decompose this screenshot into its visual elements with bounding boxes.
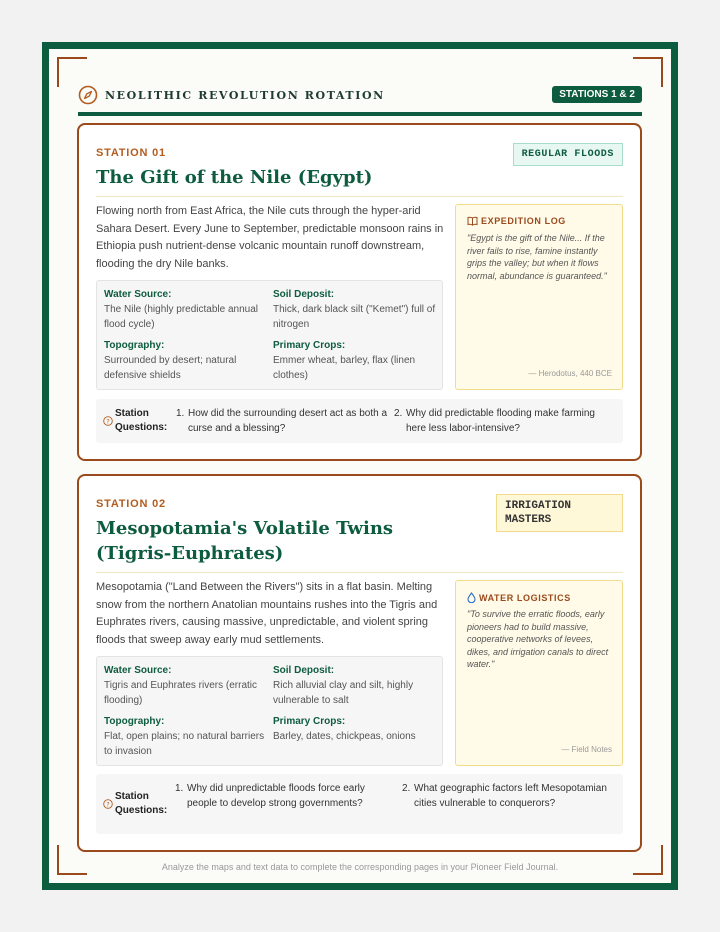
fact-water-source: Water Source: Tigris and Euphrates rivers (erratic flooding) [104,665,258,706]
page-frame [42,42,678,890]
station-card-1 [77,123,642,461]
worksheet-page [49,49,671,883]
log-heading: EXPEDITION LOG [467,216,566,226]
log-quote: "To survive the erratic floods, early pioneers had to build massive, cooperative networks of levees, dikes, and irrigation canals to direct water." [467,609,609,669]
station-intro: Mesopotamia ("Land Between the Rivers") sits in a flat basin. Melting snow from the northern Anatolian mountains rushes into the Tigris and Euphrates rivers, causing massive, unpredictable, and violent spring floods that sweep away early mud settlements. [96,581,438,646]
page-header [78,83,642,109]
station-tag: IRRIGATION MASTERS [496,494,623,532]
log-source: — Field Notes [561,745,612,754]
station-intro: Flowing north from East Africa, the Nile cuts through the hyper-arid Sahara Desert. Every June to September, predictable monsoon rains in Ethiopia push nutrient-dense volcanic mountain runoff downstream, flooding the dry Nile banks. [96,205,444,270]
compass-icon [78,85,98,105]
fact-topography: Topography: Surrounded by desert; natural defensive shields [104,340,237,381]
question-item: 2. Why did predictable flooding make farming here less labor-intensive? [394,408,595,434]
fact-box [96,656,443,766]
station-card-2 [77,474,642,852]
station-label: STATION 02 [96,498,166,510]
expedition-log [455,204,623,390]
station-title: Mesopotamia's Volatile Twins (Tigris-Euphrates) [96,518,394,564]
station-title: The Gift of the Nile (Egypt) [96,167,373,188]
fact-soil-deposit: Soil Deposit: Rich alluvial clay and silt, highly vulnerable to salt [273,665,414,706]
fact-soil-deposit: Soil Deposit: Thick, dark black silt ("Kemet") full of nitrogen [273,289,436,330]
question-item: 2. What geographic factors left Mesopotamian cities vulnerable to conquerors? [402,783,607,809]
question-icon [103,799,113,809]
divider [96,196,623,197]
page-title: NEOLITHIC REVOLUTION ROTATION [105,89,385,102]
divider [96,572,623,573]
footer-note: Analyze the maps and text data to complete the corresponding pages in your Pioneer Field Journal. [161,862,559,872]
svg-text:?: ? [106,417,110,426]
fact-box [96,280,443,390]
log-source: — Herodotus, 440 BCE [528,369,612,378]
fact-primary-crops: Primary Crops: Emmer wheat, barley, flax (linen clothes) [273,340,416,381]
question-item: 1. How did the surrounding desert act as both a curse and a blessing? [176,408,388,434]
fact-topography: Topography: Flat, open plains; no natural barriers to invasion [104,716,265,757]
station-label: STATION 01 [96,147,166,159]
header-rule [78,112,642,116]
log-heading: WATER LOGISTICS [467,592,571,603]
question-item: 1. Why did unpredictable floods force early people to develop strong governments? [175,783,365,809]
svg-text:?: ? [106,800,110,809]
log-quote: "Egypt is the gift of the Nile... If the river fails to rise, famine instantly grips the valley; but when it flows normal, abundance is guaranteed." [467,233,607,281]
station-tag: REGULAR FLOODS [513,143,623,166]
question-icon [103,416,113,426]
fact-primary-crops: Primary Crops: Barley, dates, chickpeas, onions [273,716,416,742]
questions-label: Station Questions: [115,408,168,433]
stations-badge: STATIONS 1 & 2 [552,86,642,103]
questions-label: Station Questions: [115,791,168,816]
book-icon [467,216,478,226]
station-questions [96,774,623,834]
water-drop-icon [467,592,476,603]
station-questions [96,399,623,443]
water-logistics-log [455,580,623,766]
fact-water-source: Water Source: The Nile (highly predictable annual flood cycle) [104,289,258,330]
